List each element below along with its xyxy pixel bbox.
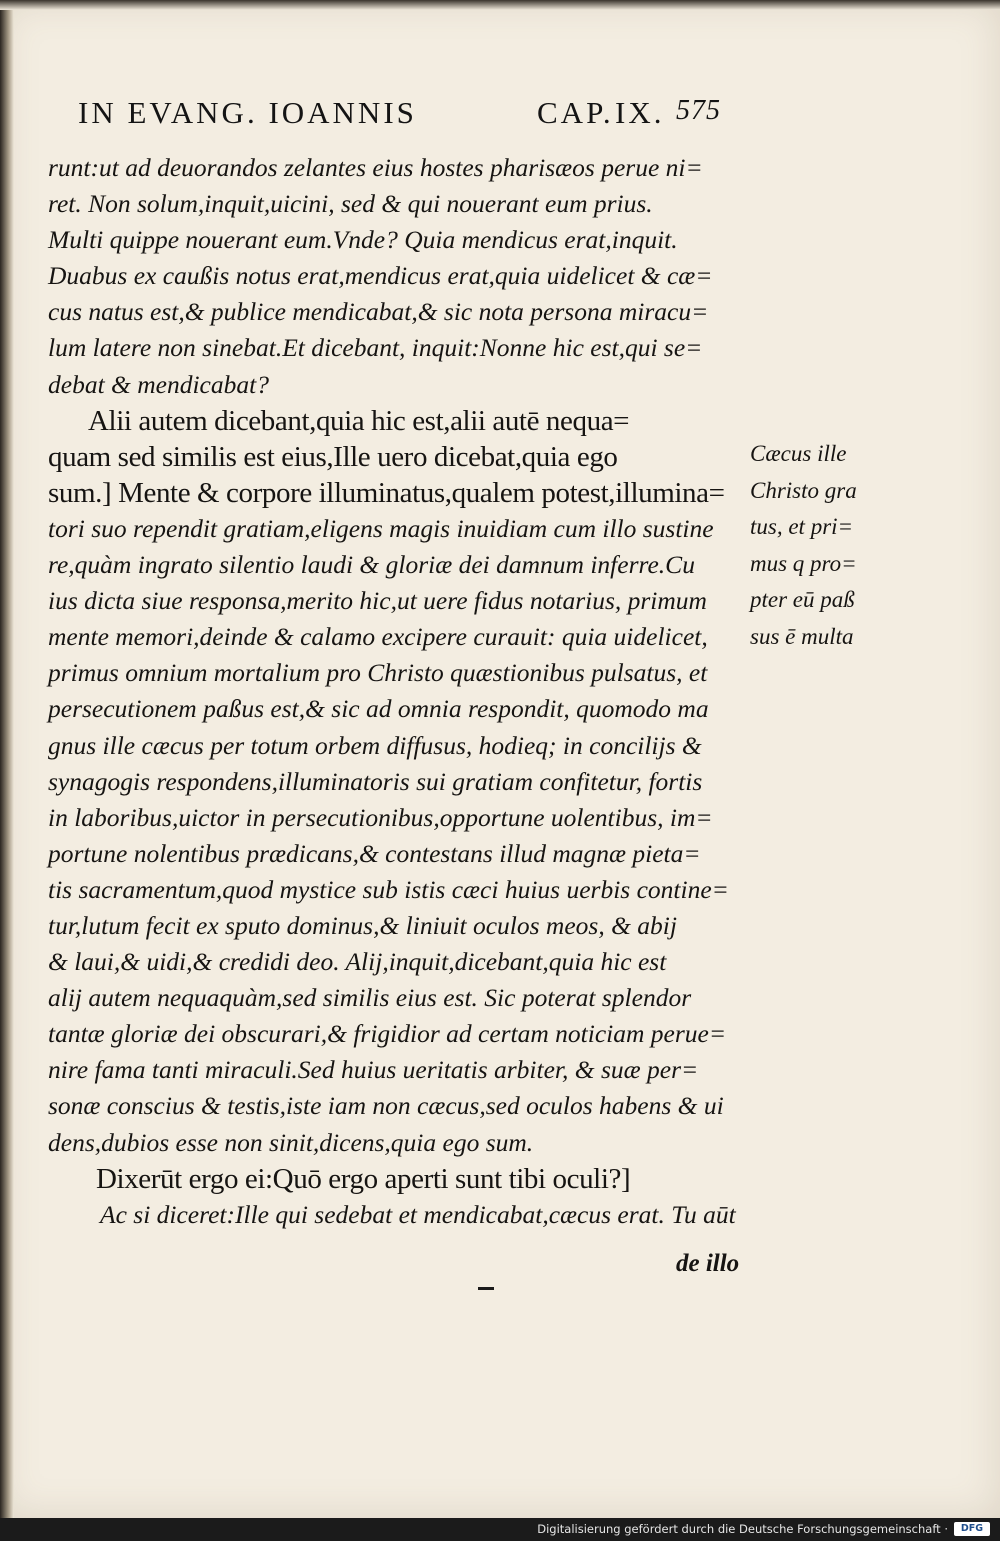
- text-line: debat & mendicabat?: [48, 369, 269, 399]
- text-line: sum.] Mente & corpore illuminatus,qualem potest,illumina=: [48, 476, 725, 509]
- text-line: tur,lutum fecit ex sputo dominus,& liniuit oculos meos, & abij: [48, 910, 677, 940]
- text-line: nire fama tanti miraculi.Sed huius ueritatis arbiter, & suæ per=: [48, 1055, 699, 1085]
- text-line: Ac si diceret:Ille qui sedebat et mendicabat,cæcus erat. Tu aūt: [100, 1199, 736, 1229]
- margin-note-line: sus ē multa: [750, 623, 854, 649]
- text-line: primus omnium mortalium pro Christo quæstionibus pulsatus, et: [48, 658, 708, 688]
- text-line: tori suo rependit gratiam,eligens magis inuidiam cum illo sustine: [48, 513, 714, 543]
- folio-number: 575: [676, 95, 721, 126]
- text-line: Dixerūt ergo ei:Quō ergo aperti sunt tibi oculi?]: [96, 1162, 631, 1195]
- text-line: & laui,& uidi,& credidi deo. Alij,inquit,dicebant,quia hic est: [48, 947, 667, 977]
- margin-note-line: tus, et pri=: [750, 514, 854, 539]
- margin-note-line: Cæcus ille: [750, 441, 847, 466]
- text-line: Duabus ex caußis notus erat,mendicus erat,quia uidelicet & cæ=: [48, 261, 713, 291]
- signature-mark: [478, 1287, 494, 1290]
- text-line: Multi quippe nouerant eum.Vnde? Quia mendicus erat,inquit.: [48, 225, 678, 255]
- text-line: synagogis respondens,illuminatoris sui gratiam confitetur, fortis: [48, 766, 703, 796]
- footer-credit: Digitalisierung gefördert durch die Deutsche Forschungsgemeinschaft ·: [537, 1522, 948, 1536]
- text-line: tantæ gloriæ dei obscurari,& frigidior ad certam noticiam perue=: [48, 1019, 727, 1049]
- catchword: de illo: [676, 1250, 740, 1277]
- header-title: IN EVANG. IOANNIS: [78, 95, 417, 130]
- footer-bar: [0, 1518, 1000, 1541]
- margin-note-line: pter eū paß: [750, 587, 855, 612]
- dfg-logo: DFG: [954, 1522, 990, 1536]
- text-line: Alii autem dicebant,quia hic est,alii autē nequa=: [88, 404, 630, 437]
- text-line: lum latere non sinebat.Et dicebant, inquit:Nonne hic est,qui se=: [48, 333, 703, 363]
- text-line: dens,dubios esse non sinit,dicens,quia ego sum.: [48, 1127, 534, 1157]
- margin-note-line: Christo gra: [750, 477, 857, 503]
- margin-note-line: mus q pro=: [750, 550, 857, 576]
- margin-note: [750, 436, 890, 655]
- text-line: portune nolentibus prædicans,& contestans illud magnæ pieta=: [48, 838, 701, 868]
- running-header: [78, 95, 758, 135]
- header-cap: CAP.: [537, 95, 614, 130]
- text-line: persecutionem paßus est,& sic ad omnia respondit, quomodo ma: [48, 694, 709, 724]
- text-line: mente memori,deinde & calamo excipere curauit: quia uidelicet,: [48, 622, 708, 652]
- text-line: cus natus est,& publice mendicabat,& sic nota persona miracu=: [48, 297, 709, 327]
- text-line: runt:ut ad deuorandos zelantes eius hostes pharisæos perue ni=: [48, 153, 703, 182]
- text-line: gnus ille cæcus per totum orbem diffusus, hodieq; in concilijs &: [48, 730, 702, 760]
- text-line: tis sacramentum,quod mystice sub istis cæci huius uerbis contine=: [48, 874, 729, 904]
- text-line: quam sed similis est eius,Ille uero dicebat,quia ego: [48, 440, 618, 473]
- text-line: alij autem nequaquàm,sed similis eius est. Sic poterat splendor: [48, 983, 692, 1013]
- text-line: sonæ conscius & testis,iste iam non cæcus,sed oculos habens & ui: [48, 1091, 724, 1121]
- text-line: in laboribus,uictor in persecutionibus,opportune uolentibus, im=: [48, 802, 713, 832]
- main-text-block: [48, 150, 768, 1233]
- text-line: ius dicta siue responsa,merito hic,ut uere fidus notarius, primum: [48, 586, 707, 616]
- header-chapter: IX.: [615, 95, 665, 130]
- text-line: ret. Non solum,inquit,uicini, sed & qui nouerant eum prius.: [48, 189, 653, 219]
- text-line: re,quàm ingrato silentio laudi & gloriæ dei damnum inferre.Cu: [48, 550, 695, 580]
